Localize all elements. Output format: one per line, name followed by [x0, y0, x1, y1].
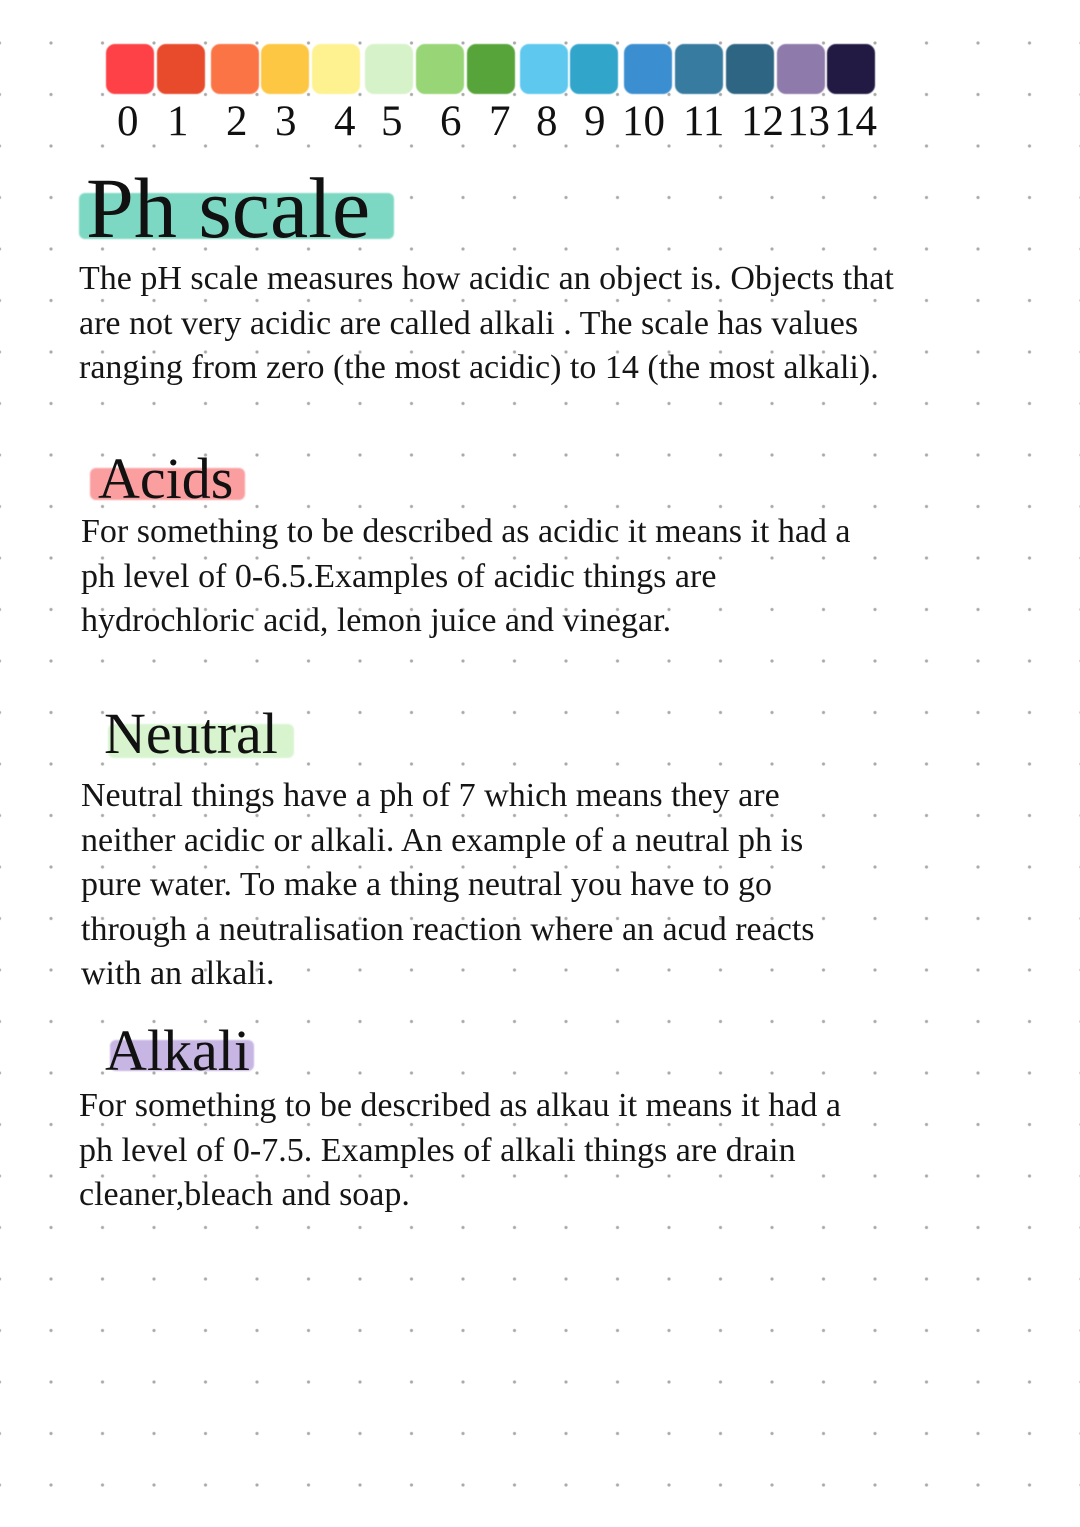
alkali-line: ph level of 0-7.5. Examples of alkali things are drain — [79, 1131, 796, 1169]
ph-swatch-6 — [416, 44, 464, 94]
acids-line: ph level of 0-6.5.Examples of acidic things are — [81, 557, 717, 595]
intro-line: ranging from zero (the most acidic) to 14 (the most alkali). — [79, 349, 879, 386]
neutral-heading: Neutral — [104, 701, 278, 766]
alkali-line: For something to be described as alkau it means it had a — [79, 1087, 841, 1124]
page-title: Ph scale — [86, 160, 371, 256]
intro-line: are not very acidic are called alkali . The scale has values — [79, 304, 859, 342]
acids-line: For something to be described as acidic it means it had a — [81, 513, 851, 550]
ph-label-8: 8 — [536, 98, 558, 145]
ph-label-12: 12 — [741, 98, 784, 145]
ph-label-13: 13 — [787, 98, 830, 145]
ph-label-7: 7 — [489, 98, 511, 145]
acids-heading: Acids — [98, 446, 234, 511]
ph-label-10: 10 — [622, 98, 665, 145]
ph-color-scale — [0, 0, 1080, 150]
alkali-line: cleaner,bleach and soap. — [79, 1176, 410, 1213]
ph-label-4: 4 — [334, 98, 356, 145]
ph-swatch-11 — [675, 44, 723, 94]
neutral-line: Neutral things have a ph of 7 which means they are — [81, 777, 780, 814]
ph-label-14: 14 — [834, 98, 877, 145]
ph-swatch-10 — [624, 44, 672, 94]
intro-line: The pH scale measures how acidic an object is. Objects that — [79, 260, 894, 297]
ph-swatch-13 — [777, 44, 825, 94]
ph-swatch-12 — [726, 44, 774, 94]
alkali-paragraph — [79, 1084, 841, 1218]
ph-label-2: 2 — [226, 98, 248, 145]
ph-swatch-1 — [157, 44, 205, 94]
ph-swatch-8 — [520, 44, 568, 94]
alkali-heading: Alkali — [105, 1018, 250, 1083]
ph-label-1: 1 — [167, 98, 189, 145]
ph-swatch-3 — [261, 44, 309, 94]
acids-line: hydrochloric acid, lemon juice and vinegar. — [81, 602, 672, 639]
ph-label-11: 11 — [683, 98, 725, 145]
ph-swatch-7 — [467, 44, 515, 94]
ph-swatch-4 — [312, 44, 360, 94]
neutral-line: with an alkali. — [81, 955, 275, 992]
ph-swatch-5 — [365, 44, 413, 94]
ph-label-6: 6 — [440, 98, 462, 145]
ph-label-0: 0 — [117, 98, 139, 145]
neutral-line: pure water. To make a thing neutral you have to go — [81, 866, 772, 903]
ph-label-3: 3 — [275, 98, 297, 145]
ph-label-5: 5 — [381, 98, 403, 145]
intro-paragraph — [79, 257, 894, 391]
ph-swatch-9 — [570, 44, 618, 94]
ph-label-9: 9 — [584, 98, 606, 145]
neutral-line: through a neutralisation reaction where an acud reacts — [81, 910, 815, 948]
ph-swatch-2 — [211, 44, 259, 94]
neutral-paragraph — [81, 774, 815, 997]
neutral-line: neither acidic or alkali. An example of a neutral ph is — [81, 821, 804, 859]
ph-swatch-14 — [827, 44, 875, 94]
ph-swatch-0 — [106, 44, 154, 94]
acids-paragraph — [81, 510, 851, 644]
